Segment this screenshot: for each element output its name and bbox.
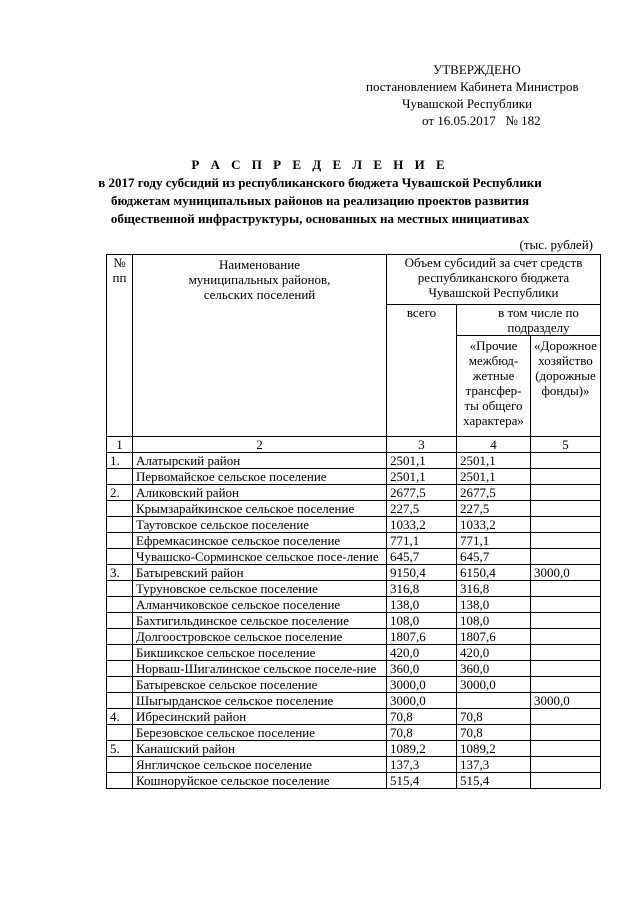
row-number: 2. (107, 485, 133, 501)
row-name: Бикшикское сельское поселение (133, 645, 387, 661)
row-road-funds (531, 581, 601, 597)
table-row (107, 645, 601, 661)
column-number: 3 (387, 437, 457, 453)
table-row (107, 533, 601, 549)
row-other-transfers: 6150,4 (457, 565, 531, 581)
table-row (107, 661, 601, 677)
header-total: всего (387, 305, 457, 437)
row-number (107, 693, 133, 709)
table-row (107, 677, 601, 693)
row-other-transfers: 2501,1 (457, 453, 531, 469)
row-name: Янгличское сельское поселение (133, 757, 387, 773)
row-other-transfers (457, 693, 531, 709)
table-row (107, 629, 601, 645)
table-row (107, 469, 601, 485)
title-line-1: в 2017 году субсидий из республиканского бюджета Чувашской Республики (98, 175, 542, 190)
row-name: Ибресинский район (133, 709, 387, 725)
title-heading: Р А С П Р Е Д Е Л Е Н И Е (191, 157, 449, 172)
row-road-funds: 3000,0 (531, 693, 601, 709)
row-number (107, 645, 133, 661)
row-road-funds (531, 501, 601, 517)
table-row (107, 693, 601, 709)
row-road-funds (531, 677, 601, 693)
row-other-transfers: 227,5 (457, 501, 531, 517)
table-row (107, 485, 601, 501)
row-number (107, 677, 133, 693)
row-total: 515,4 (387, 773, 457, 789)
row-road-funds (531, 645, 601, 661)
row-name: Березовское сельское поселение (133, 725, 387, 741)
row-total: 3000,0 (387, 693, 457, 709)
row-road-funds (531, 725, 601, 741)
row-name: Первомайское сельское поселение (133, 469, 387, 485)
row-total: 316,8 (387, 581, 457, 597)
column-number: 5 (531, 437, 601, 453)
row-road-funds (531, 517, 601, 533)
row-other-transfers: 70,8 (457, 709, 531, 725)
row-name: Алманчиковское сельское поселение (133, 597, 387, 613)
table-row (107, 581, 601, 597)
row-road-funds (531, 709, 601, 725)
row-number: 4. (107, 709, 133, 725)
row-road-funds (531, 629, 601, 645)
table-row (107, 597, 601, 613)
row-name: Бахтигильдинское сельское поселение (133, 613, 387, 629)
row-total: 108,0 (387, 613, 457, 629)
row-other-transfers: 645,7 (457, 549, 531, 565)
row-name: Таутовское сельское поселение (133, 517, 387, 533)
row-other-transfers: 1807,6 (457, 629, 531, 645)
row-name: Крымзарайкинское сельское поселение (133, 501, 387, 517)
row-number (107, 773, 133, 789)
table-row (107, 453, 601, 469)
row-number (107, 549, 133, 565)
row-other-transfers: 3000,0 (457, 677, 531, 693)
row-total: 70,8 (387, 709, 457, 725)
row-total: 1807,6 (387, 629, 457, 645)
row-name: Шыгырданское сельское поселение (133, 693, 387, 709)
row-road-funds (531, 661, 601, 677)
row-road-funds (531, 485, 601, 501)
column-number: 4 (457, 437, 531, 453)
row-other-transfers: 515,4 (457, 773, 531, 789)
row-road-funds (531, 741, 601, 757)
row-name: Батыревское сельское поселение (133, 677, 387, 693)
column-numbers-row (107, 437, 601, 453)
row-total: 70,8 (387, 725, 457, 741)
row-road-funds (531, 613, 601, 629)
title-line-3: общественной инфраструктуры, основанных на местных инициативах (110, 211, 530, 226)
row-other-transfers: 138,0 (457, 597, 531, 613)
row-total: 2501,1 (387, 469, 457, 485)
row-road-funds (531, 549, 601, 565)
row-name: Туруновское сельское поселение (133, 581, 387, 597)
table-row (107, 549, 601, 565)
row-name: Аликовский район (133, 485, 387, 501)
row-other-transfers: 1033,2 (457, 517, 531, 533)
row-other-transfers: 1089,2 (457, 741, 531, 757)
row-road-funds (531, 533, 601, 549)
row-other-transfers: 360,0 (457, 661, 531, 677)
header-including: в том числе по подразделу (457, 305, 601, 336)
table-row (107, 613, 601, 629)
row-road-funds (531, 597, 601, 613)
row-other-transfers: 2677,5 (457, 485, 531, 501)
row-other-transfers: 2501,1 (457, 469, 531, 485)
row-road-funds (531, 453, 601, 469)
header-name: Наименование муниципальных районов, сельских поселений (133, 255, 387, 437)
header-num: № пп (107, 255, 133, 437)
row-other-transfers: 137,3 (457, 757, 531, 773)
approval-heading: УТВЕРЖДЕНО (433, 62, 521, 77)
row-road-funds (531, 757, 601, 773)
column-number: 2 (133, 437, 387, 453)
row-road-funds (531, 773, 601, 789)
column-number: 1 (107, 437, 133, 453)
approval-block (366, 61, 616, 129)
row-total: 2677,5 (387, 485, 457, 501)
row-number (107, 501, 133, 517)
row-number (107, 469, 133, 485)
table-row (107, 773, 601, 789)
row-total: 1033,2 (387, 517, 457, 533)
row-name: Кошноруйское сельское поселение (133, 773, 387, 789)
row-total: 1089,2 (387, 741, 457, 757)
row-number: 3. (107, 565, 133, 581)
header-road-funds: «Дорожное хозяйство (дорожные фонды)» (531, 336, 601, 437)
row-number (107, 661, 133, 677)
row-total: 227,5 (387, 501, 457, 517)
row-number (107, 597, 133, 613)
table-row (107, 725, 601, 741)
row-other-transfers: 108,0 (457, 613, 531, 629)
row-name: Долгоостровское сельское поселение (133, 629, 387, 645)
row-number: 1. (107, 453, 133, 469)
table-row (107, 741, 601, 757)
row-other-transfers: 316,8 (457, 581, 531, 597)
row-name: Батыревский район (133, 565, 387, 581)
row-total: 360,0 (387, 661, 457, 677)
row-total: 138,0 (387, 597, 457, 613)
header-other-transfers: «Прочие межбюд-жетные трансфер-ты общего характера» (457, 336, 531, 437)
row-number (107, 757, 133, 773)
title-line-2: бюджетам муниципальных районов на реализацию проектов развития (110, 193, 530, 208)
approval-line-2: Чувашской Республики (402, 96, 533, 111)
table-row (107, 501, 601, 517)
row-name: Алатырский район (133, 453, 387, 469)
row-total: 137,3 (387, 757, 457, 773)
row-other-transfers: 70,8 (457, 725, 531, 741)
units-label: (тыс. рублей) (519, 237, 593, 252)
row-name: Ефремкасинское сельское поселение (133, 533, 387, 549)
subsidy-table (106, 254, 601, 789)
table-row (107, 565, 601, 581)
approval-line-1: постановлением Кабинета Министров (366, 79, 579, 94)
row-name: Канашский район (133, 741, 387, 757)
table-row (107, 757, 601, 773)
row-number (107, 613, 133, 629)
row-number: 5. (107, 741, 133, 757)
row-total: 2501,1 (387, 453, 457, 469)
row-number (107, 533, 133, 549)
approval-line-3: от 16.05.2017 № 182 (422, 113, 541, 128)
row-name: Норваш-Шигалинское сельское поселе-ние (133, 661, 387, 677)
document-title (0, 156, 640, 228)
row-other-transfers: 771,1 (457, 533, 531, 549)
header-volume: Объем субсидий за счет средств республиканского бюджета Чувашской Республики (387, 255, 601, 305)
row-total: 420,0 (387, 645, 457, 661)
row-total: 771,1 (387, 533, 457, 549)
row-road-funds (531, 469, 601, 485)
row-name: Чувашско-Сорминское сельское посе-ление (133, 549, 387, 565)
row-total: 645,7 (387, 549, 457, 565)
row-total: 9150,4 (387, 565, 457, 581)
row-number (107, 581, 133, 597)
table-row (107, 517, 601, 533)
row-number (107, 517, 133, 533)
row-other-transfers: 420,0 (457, 645, 531, 661)
row-number (107, 725, 133, 741)
table-row (107, 709, 601, 725)
row-road-funds: 3000,0 (531, 565, 601, 581)
row-number (107, 629, 133, 645)
row-total: 3000,0 (387, 677, 457, 693)
